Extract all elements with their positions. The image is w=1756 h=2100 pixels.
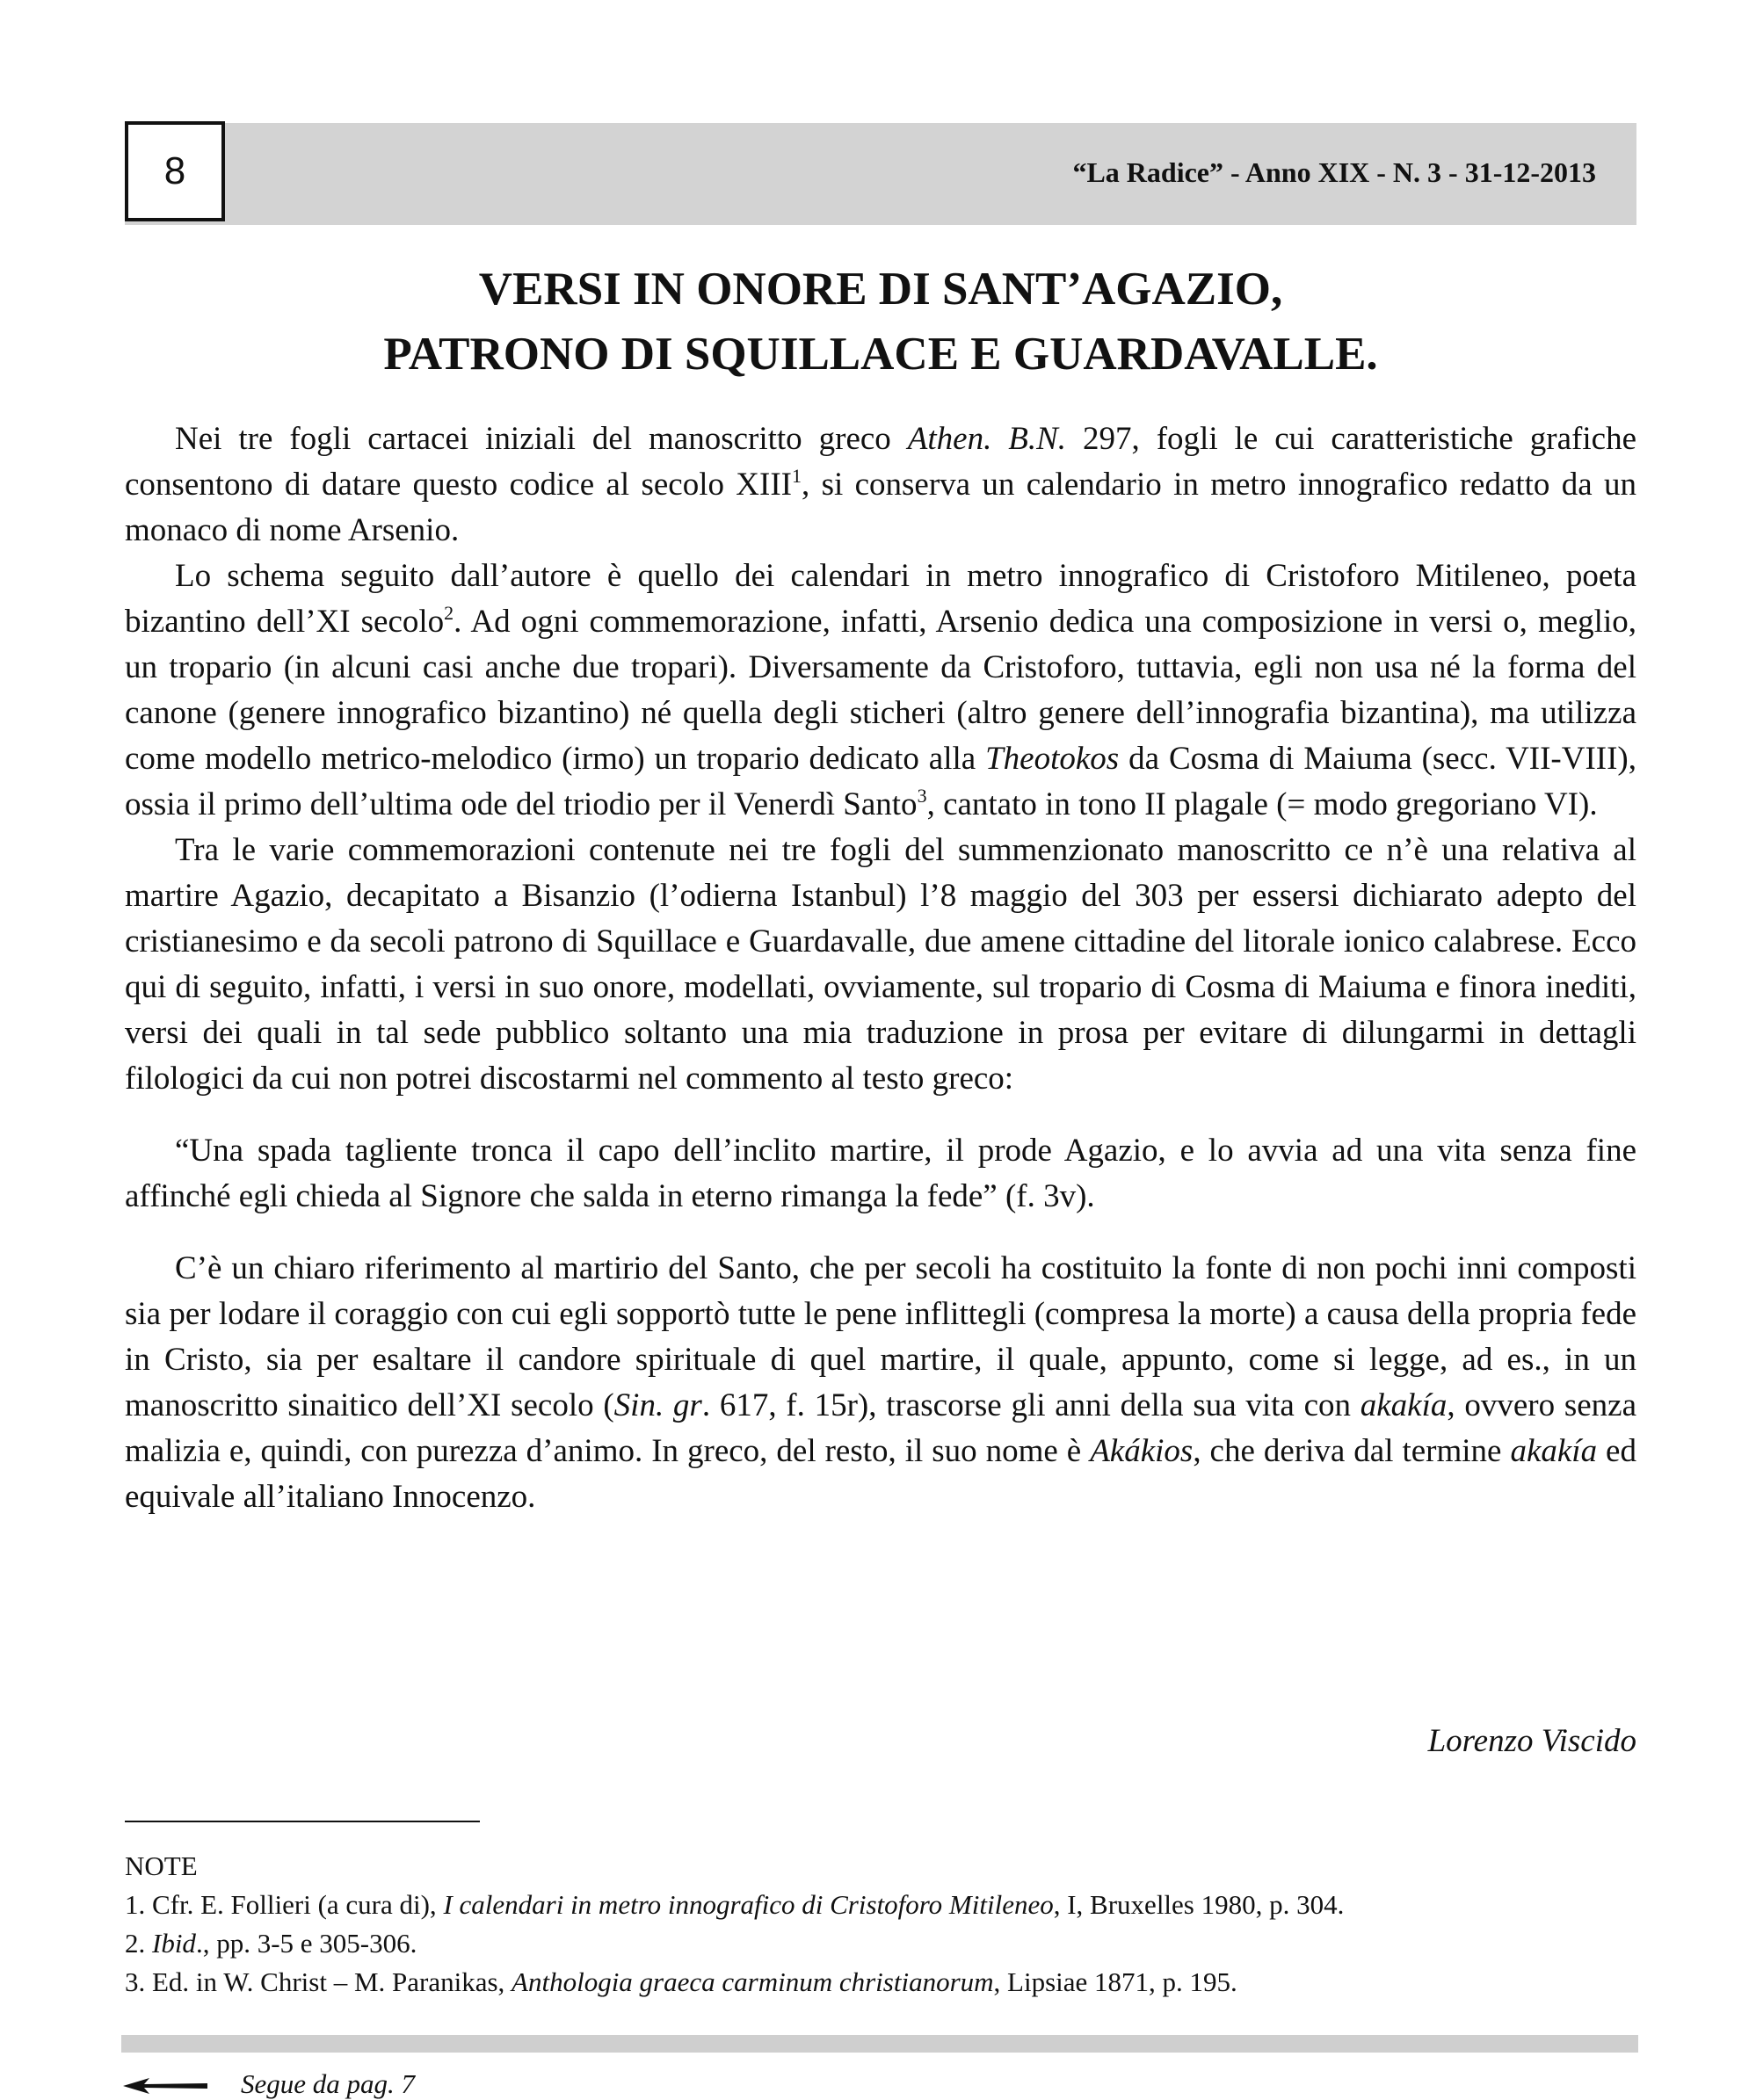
italic-term: Theotokos bbox=[985, 741, 1120, 777]
paragraph-3: Tra le varie commemorazioni contenute nei tre fogli del summenzionato manoscritto ce n’è una relativa al martire Agazio, decapitato a Bisanzio (l’odierna Istanbul) l’8 maggio del 303 per essersi dichiarato adepto del cristianesimo e da secoli patrono di Squillace e Guardavalle, due amene cittadine del litorale ionico calabrese. Ecco qui di seguito, infatti, i versi in suo onore, modellati, ovviamente, sul tropario di Cosma di Maiuma e finora inediti, versi dei quali in tal sede pubblico soltanto una mia traduzione in prosa per evitare di dilungarmi in dettagli filologici da cui non potrei discostarmi nel commento al testo greco: bbox=[125, 832, 1636, 1097]
text-run: , si conserva un calendario in metro innografico redatto da un monaco di nome Arsenio. bbox=[125, 467, 1636, 548]
manuscript-ref: Athen. B.N. bbox=[907, 421, 1067, 457]
notes-heading: NOTE bbox=[125, 1850, 198, 1881]
issue-label: “La Radice” - Anno XIX - N. 3 - 31-12-2013 bbox=[1072, 156, 1596, 188]
text-run: . 617, f. 15r), trascorse gli anni della sua vita con bbox=[701, 1387, 1361, 1423]
paragraph-1 bbox=[125, 416, 1636, 554]
text-run: , ovvero senza malizia e, quindi, con purezza d’animo. In greco, del resto, il suo nome è bbox=[125, 1387, 1636, 1469]
ibid-ref: Ibid bbox=[152, 1928, 196, 1959]
text-run: ed equivale all’italiano Innocenzo. bbox=[125, 1433, 1636, 1515]
article-title bbox=[125, 257, 1636, 387]
text-run: 2. bbox=[125, 1928, 152, 1959]
left-arrow-icon[interactable] bbox=[123, 2077, 207, 2095]
text-run: . Ad ogni commemorazione, infatti, Arsenio dedica una composizione in versi o, meglio, un tropario (in alcuni casi anche due tropari). Diversamente da Cristoforo, tuttavia, egli non usa né la forma del canone (genere innografico bizantino) né quella degli sticheri (altro genere dell’innografia bizantina), ma utilizza come modello metrico-melodico (irmo) un tropario dedicato alla bbox=[125, 604, 1636, 777]
text-run: , Lipsiae 1871, p. 195. bbox=[993, 1966, 1237, 1997]
footnote-1 bbox=[125, 1886, 1636, 1924]
text-run: Nei tre fogli cartacei iniziali del manoscritto greco bbox=[175, 421, 908, 457]
text-run: , cantato in tono II plagale (= modo gregoriano VI). bbox=[926, 786, 1598, 822]
text-run: 297, fogli le cui caratteristiche grafiche consentono di datare questo codice al secolo XIII bbox=[125, 421, 1636, 503]
footnote-2 bbox=[125, 1924, 1636, 1963]
text-run: Lo schema seguito dall’autore è quello dei calendari in metro innografico di Cristoforo Mitileneo, poeta bizantino dell’XI secolo bbox=[125, 558, 1636, 640]
italic-term: akakía bbox=[1360, 1387, 1448, 1423]
quote-paragraph: “Una spada tagliente tronca il capo dell’inclito martire, il prode Agazio, e lo avvia ad una vita senza fine affinché egli chieda al Signore che salda in eterno rimanga la fede” (f. 3v). bbox=[125, 1133, 1636, 1214]
book-title: I calendari in metro innografico di Cristoforo Mitileneo bbox=[443, 1889, 1054, 1920]
footnote-ref-1[interactable]: 1 bbox=[792, 465, 802, 487]
text-run: , che deriva dal termine bbox=[1193, 1433, 1511, 1469]
text-run: 3. Ed. in W. Christ – M. Paranikas, bbox=[125, 1966, 512, 1997]
manuscript-ref: Sin. gr bbox=[613, 1387, 702, 1423]
continued-from-label[interactable]: Segue da pag. 7 bbox=[241, 2068, 416, 2099]
title-line-1: VERSI IN ONORE DI SANT’AGAZIO, bbox=[478, 264, 1283, 315]
article-body bbox=[125, 416, 1636, 1520]
page-number: 8 bbox=[125, 121, 225, 221]
book-title: Anthologia graeca carminum christianorum bbox=[512, 1966, 994, 1997]
paragraph-4 bbox=[125, 1246, 1636, 1520]
footnotes bbox=[125, 1847, 1636, 2002]
footnote-ref-2[interactable]: 2 bbox=[444, 602, 454, 624]
italic-term: Akákios bbox=[1090, 1433, 1194, 1469]
notes-divider bbox=[125, 1821, 480, 1822]
text-run: C’è un chiaro riferimento al martirio del Santo, che per secoli ha costituito la fonte di non pochi inni composti sia per lodare il coraggio con cui egli sopportò tutte le pene inflittegli (compresa la morte) a causa della propria fede in Cristo, sia per esaltare il candore spirituale di quel martire, il quale, appunto, come si legge, ad es., in un manoscritto sinaitico dell’XI secolo ( bbox=[125, 1250, 1636, 1423]
italic-term: akakía bbox=[1510, 1433, 1598, 1469]
footnote-ref-3[interactable]: 3 bbox=[917, 785, 927, 807]
text-run: , I, Bruxelles 1980, p. 304. bbox=[1053, 1889, 1345, 1920]
paragraph-2 bbox=[125, 554, 1636, 828]
text-run: 1. Cfr. E. Follieri (a cura di), bbox=[125, 1889, 444, 1920]
title-line-2: PATRONO DI SQUILLACE E GUARDAVALLE. bbox=[383, 329, 1378, 380]
author-signature: Lorenzo Viscido bbox=[1427, 1723, 1636, 1759]
footnote-3 bbox=[125, 1963, 1636, 2002]
footer-band bbox=[121, 2035, 1638, 2053]
text-run: ., pp. 3-5 e 305-306. bbox=[195, 1928, 417, 1959]
text-run: da Cosma di Maiuma (secc. VII-VIII), ossia il primo dell’ultima ode del triodio per il Venerdì Santo bbox=[125, 741, 1637, 822]
